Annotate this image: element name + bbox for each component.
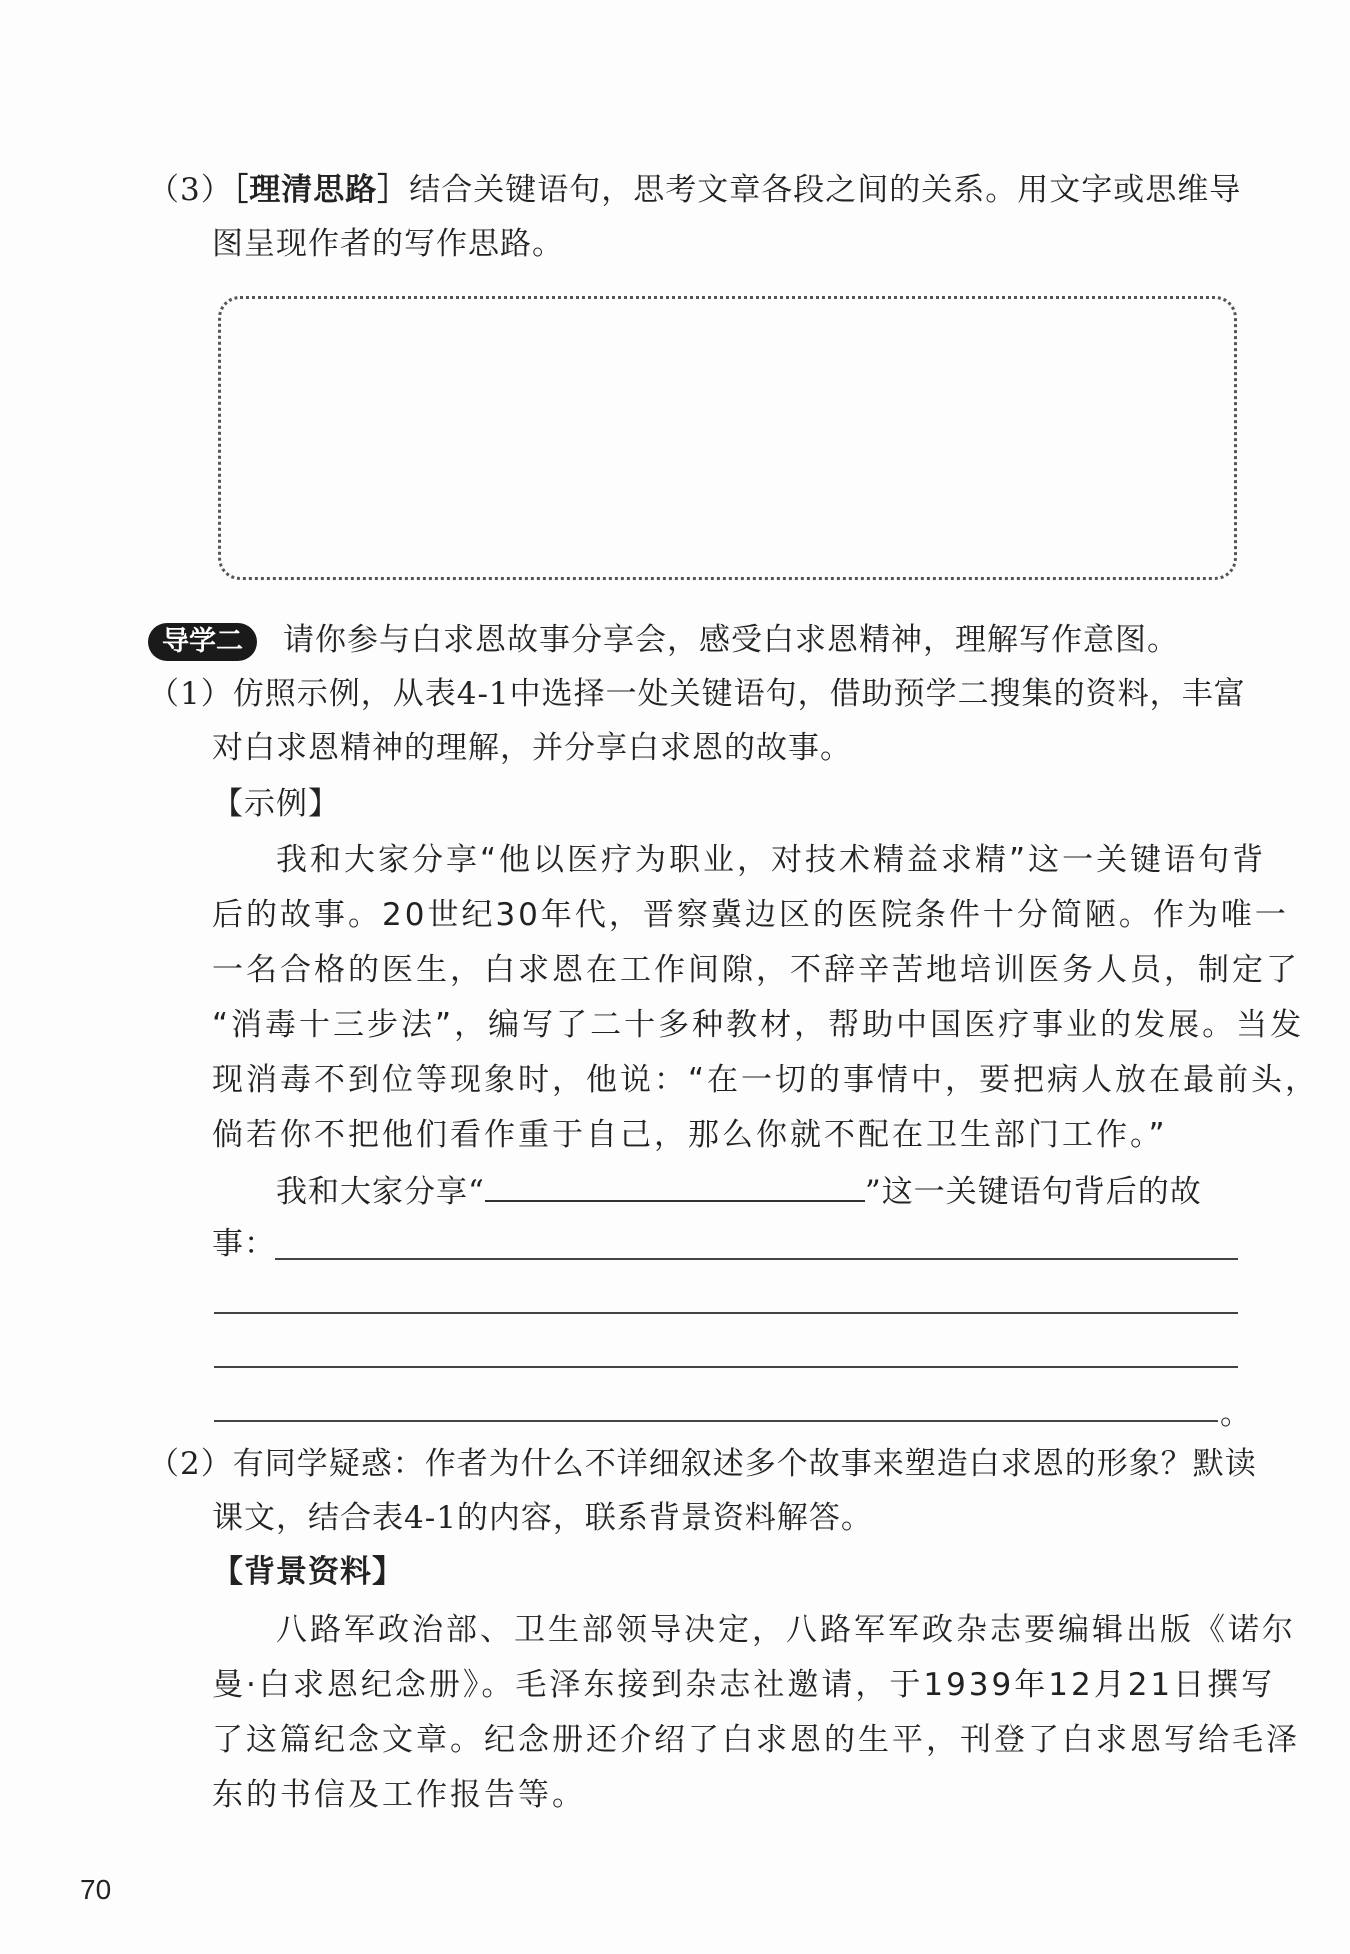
answer-line[interactable] [275,1258,1238,1260]
background-label: 【背景资料】 [212,1554,404,1590]
share-prompt [276,1170,1202,1212]
share-prefix: 我和大家分享“ [276,1174,485,1210]
question-tag: ［理清思路］ [232,172,410,208]
share-suffix: ”这一关键语句背后的故 [864,1174,1202,1210]
question-text: 有同学疑惑：作者为什么不详细叙述多个故事来塑造白求恩的形象？默读 [232,1446,1257,1482]
example-line: 倘若你不把他们看作重于自己，那么你就不配在卫生部门工作。” [212,1117,1168,1153]
story-label: 事： [212,1226,276,1262]
example-line: 我和大家分享“他以医疗为职业，对技术精益求精”这一关键语句背 [276,842,1267,878]
answer-line[interactable] [214,1366,1238,1368]
background-line: 八路军政治部、卫生部领导决定，八路军军政杂志要编辑出版《诺尔 [276,1612,1296,1648]
background-line: 曼·白求恩纪念册》。毛泽东接到杂志社邀请，于1939年12月21日撰写 [212,1667,1276,1703]
end-mark: 。 [1220,1396,1252,1432]
question-1-line-2: 对白求恩精神的理解，并分享白求恩的故事。 [212,730,852,766]
question-2-line-1 [148,1444,1257,1484]
answer-box[interactable] [218,296,1237,580]
question-3-line-2: 图呈现作者的写作思路。 [212,226,564,262]
guide-2-heading [148,620,1179,661]
question-3-line-1 [148,170,1241,210]
question-text: 仿照示例，从表4-1中选择一处关键语句，借助预学二搜集的资料，丰富 [232,676,1246,712]
example-line: 后的故事。20世纪30年代，晋察冀边区的医院条件十分简陋。作为唯一 [212,897,1289,933]
question-number: （2） [148,1446,233,1482]
example-line: 一名合格的医生，白求恩在工作间隙，不辞辛苦地培训医务人员，制定了 [212,952,1300,988]
example-label: 【示例】 [212,786,340,822]
guide-badge: 导学二 [148,623,257,661]
question-1-line-1 [148,674,1246,714]
answer-line[interactable] [214,1420,1218,1422]
question-2-line-2: 课文，结合表4-1的内容，联系背景资料解答。 [212,1500,873,1536]
guide-title: 请你参与白求恩故事分享会，感受白求恩精神，理解写作意图。 [283,622,1179,658]
background-line: 了这篇纪念文章。纪念册还介绍了白求恩的生平，刊登了白求恩写给毛泽 [212,1722,1300,1758]
example-line: 现消毒不到位等现象时，他说：“在一切的事情中，要把病人放在最前头， [212,1062,1320,1098]
question-text: 结合关键语句，思考文章各段之间的关系。用文字或思维导 [409,172,1242,208]
question-number: （1） [148,676,233,712]
page-number: 70 [80,1874,112,1905]
answer-line[interactable] [214,1312,1238,1314]
background-line: 东的书信及工作报告等。 [212,1777,586,1813]
question-number: （3） [148,172,233,208]
example-line: “消毒十三步法”，编写了二十多种教材，帮助中国医疗事业的发展。当发 [212,1007,1305,1043]
key-sentence-blank[interactable] [485,1170,865,1202]
